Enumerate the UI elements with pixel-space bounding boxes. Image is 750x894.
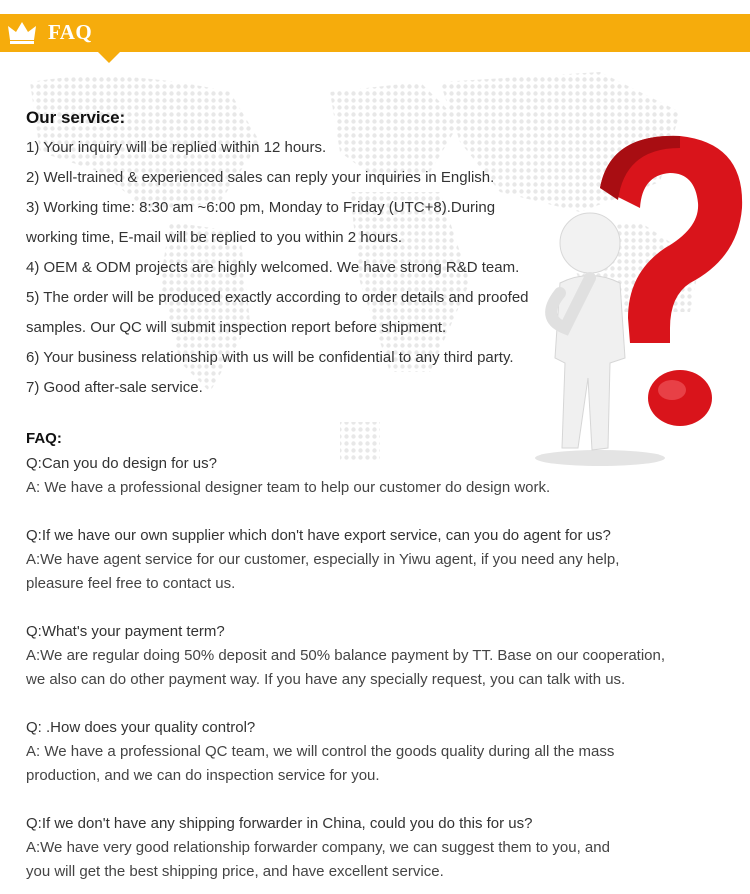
service-line: 2) Well-trained & experienced sales can reply your inquiries in English. — [26, 169, 495, 186]
faq-answer: we also can do other payment way. If you have any specially request, you can talk with us. — [26, 671, 626, 688]
service-line: 5) The order will be produced exactly according to order details and proofed — [26, 289, 529, 306]
faq-answer: A: We have a professional designer team to help our customer do design work. — [26, 479, 551, 496]
crown-icon — [8, 22, 36, 44]
faq-question: Q:If we don't have any shipping forwarder in China, could you do this for us? — [26, 815, 533, 832]
faq-answer: you will get the best shipping price, and have excellent service. — [26, 863, 444, 880]
faq-question: Q:If we have our own supplier which don't have export service, can you do agent for us? — [26, 527, 611, 544]
faq-header-bar — [0, 14, 750, 52]
faq-answer: production, and we can do inspection service for you. — [26, 767, 380, 784]
service-line: samples. Our QC will submit inspection report before shipment. — [26, 319, 447, 336]
service-line: 6) Your business relationship with us will be confidential to any third party. — [26, 349, 514, 366]
faq-question: Q: .How does your quality control? — [26, 719, 256, 736]
faq-answer: A:We have very good relationship forwarder company, we can suggest them to you, and — [26, 839, 610, 856]
faq-answer: pleasure feel free to contact us. — [26, 575, 236, 592]
service-line: working time, E-mail will be replied to you within 2 hours. — [26, 229, 402, 246]
faq-question: Q:What's your payment term? — [26, 623, 225, 640]
service-heading: Our service: — [26, 108, 126, 127]
faq-answer: A:We have agent service for our customer, especially in Yiwu agent, if you need any help, — [26, 551, 620, 568]
service-line: 4) OEM & ODM projects are highly welcomed. We have strong R&D team. — [26, 259, 520, 276]
service-line: 7) Good after-sale service. — [26, 379, 203, 396]
faq-question: Q:Can you do design for us? — [26, 455, 217, 472]
faq-heading: FAQ: — [26, 430, 62, 447]
faq-header-title: FAQ — [48, 20, 93, 44]
service-line: 1) Your inquiry will be replied within 12 hours. — [26, 139, 327, 156]
service-line: 3) Working time: 8:30 am ~6:00 pm, Monday to Friday (UTC+8).During — [26, 199, 496, 216]
thinking-figure-question-mark-illustration — [530, 128, 750, 468]
faq-answer: A:We are regular doing 50% deposit and 50% balance payment by TT. Base on our cooperation, — [26, 647, 666, 664]
faq-answer: A: We have a professional QC team, we will control the goods quality during all the mass — [26, 743, 615, 760]
